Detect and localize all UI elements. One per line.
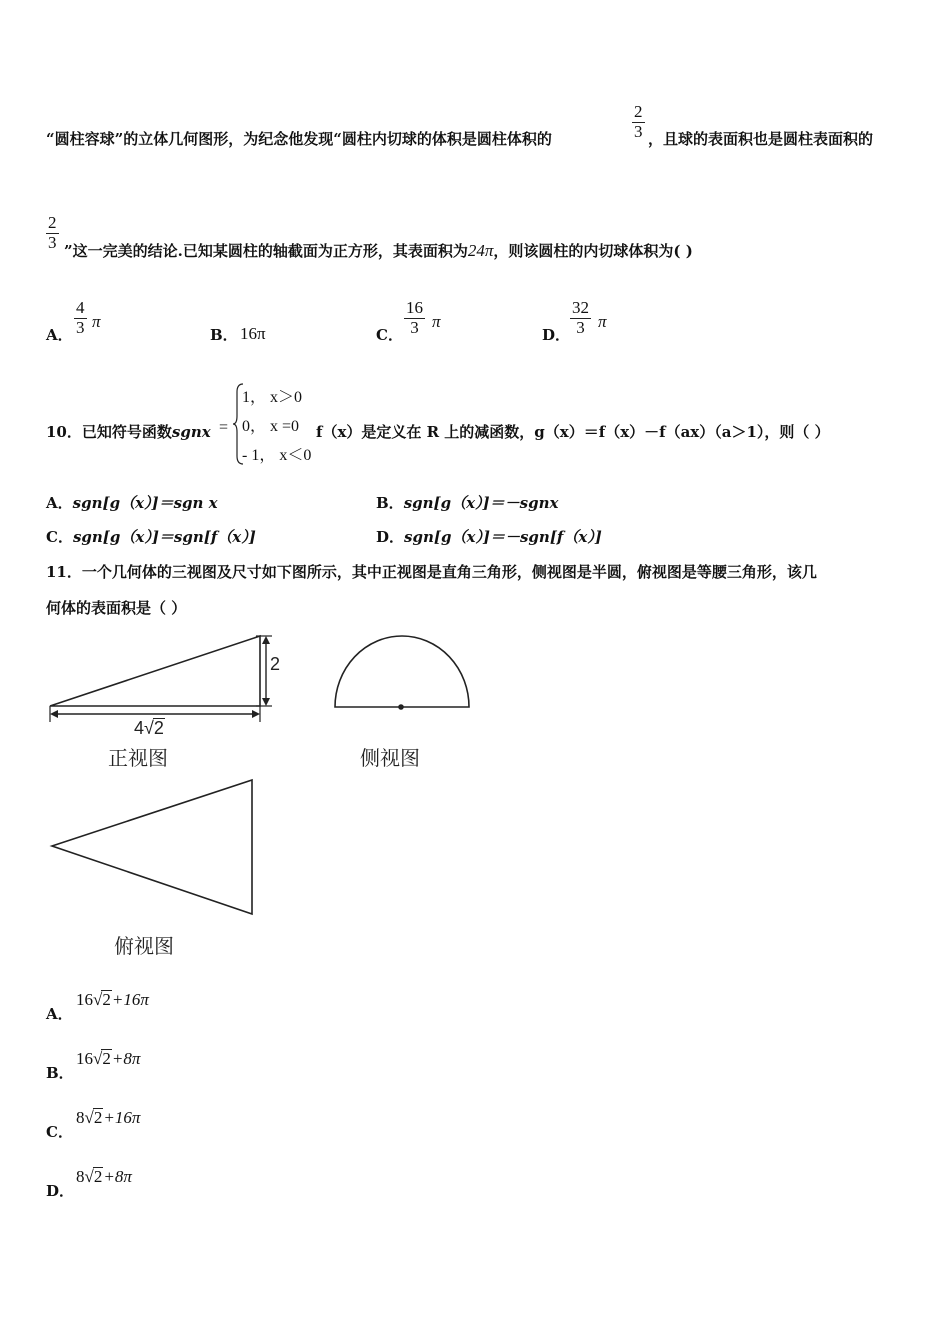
q9-option-c-pi: π (432, 312, 441, 331)
q9-line1-text: “圆柱容球”的立体几何图形，为纪念他发现“圆柱内切球的体积是圆柱体积的 (46, 130, 552, 148)
q9-area-value: 24π (467, 241, 494, 260)
side-view-figure (330, 630, 475, 714)
q10-option-c-text: sgn[g（x）]＝sgn[f（x）] (72, 528, 256, 546)
q10-option-a-text: sgn[g（x）]＝sgn x (72, 494, 218, 512)
side-view-semicircle (335, 636, 469, 707)
q10-text-after: f（x）是定义在 R 上的减函数，g（x）＝f（x）－f（ax）（a＞1），则（ ） (316, 423, 830, 441)
q10-option-d-text: sgn[g（x）]＝－sgn[f（x）] (404, 528, 602, 546)
q10-piece-2: 0， x =0 (242, 418, 300, 435)
q10-option-c (46, 526, 256, 547)
q11-b-rad: 2 (102, 1049, 111, 1068)
q10-function-name: sgnx (171, 423, 211, 441)
q9-frac1-num: 2 (634, 102, 643, 121)
q10-intro (46, 421, 211, 442)
q10-option-a-label: A． (46, 494, 73, 512)
q11-d-rest: +8π (103, 1167, 132, 1186)
top-view-triangle (52, 780, 252, 914)
q11-option-d-label: D． (46, 1182, 75, 1200)
front-view-width-label (134, 718, 165, 739)
q11-option-d-value: 8√2+8π (76, 1167, 132, 1186)
front-view-figure (46, 630, 286, 730)
q9-option-d-num: 32 (572, 298, 589, 317)
q9-option-a-den: 3 (76, 317, 85, 337)
q9-option-d-den: 3 (576, 317, 585, 337)
q9-option-a-label: A． (46, 326, 73, 344)
q11-option-a-value: 16√2+16π (76, 990, 149, 1009)
q10-option-a (46, 492, 218, 513)
side-view-center-dot (398, 704, 404, 710)
q9-option-c-num: 16 (406, 298, 423, 317)
q11-line1: 11．一个几何体的三视图及尺寸如下图所示，其中正视图是直角三角形，侧视图是半圆，俯视图是等腰三角形，该几 (46, 563, 817, 581)
q10-option-c-label: C． (46, 528, 73, 546)
q9-frac1-den: 3 (634, 121, 643, 141)
q9-frac2-num: 2 (48, 213, 57, 232)
q9-option-c-den: 3 (410, 317, 419, 337)
q10-equals: = (219, 419, 229, 436)
q11-b-coef: 16 (76, 1049, 93, 1068)
q9-option-b-value: 16π (240, 324, 266, 343)
q11-c-coef: 8 (76, 1108, 85, 1127)
q9-fraction-1 (632, 103, 645, 141)
front-view-caption: 正视图 (108, 746, 168, 770)
q9-line2-tail: ，则该圆柱的内切球体积为( ) (493, 242, 693, 260)
q11-c-rest: +16π (103, 1108, 141, 1127)
q9-option-d-label: D． (542, 326, 571, 344)
width-radicand: 2 (153, 718, 164, 738)
q9-option-a-num: 4 (76, 298, 85, 317)
q11-a-coef: 16 (76, 990, 93, 1009)
q9-frac2-den: 3 (48, 232, 57, 252)
q9-option-c-frac (404, 299, 425, 337)
q11-d-coef: 8 (76, 1167, 85, 1186)
q11-a-rad: 2 (102, 990, 111, 1009)
front-view-triangle (50, 636, 260, 706)
q9-line1-tail-text: ，且球的表面积也是圆柱表面积的 (648, 130, 874, 148)
q10-option-b (376, 492, 558, 513)
q9-line1 (46, 128, 552, 149)
q11-d-rad: 2 (93, 1167, 103, 1186)
q9-option-a-pi: π (92, 312, 101, 331)
q11-c-rad: 2 (93, 1108, 103, 1127)
q9-option-c-label: C． (376, 326, 403, 344)
side-view-caption: 侧视图 (360, 746, 420, 770)
front-view-height-label: 2 (270, 654, 281, 674)
q10-option-d (376, 526, 602, 547)
q10-option-b-label: B． (376, 494, 404, 512)
q9-line2-text: ”这一完美的结论.已知某圆柱的轴截面为正方形，其表面积为 (64, 242, 468, 260)
q11-option-b-value: 16√2+8π (76, 1049, 141, 1068)
q10-option-b-text: sgn[g（x）]＝－sgnx (403, 494, 559, 512)
q10-piece-3: - 1， x＜0 (242, 447, 312, 464)
q11-option-b-label: B． (46, 1064, 74, 1082)
q9-option-d-pi: π (598, 312, 607, 331)
q9-fraction-2 (46, 214, 59, 252)
q9-option-d-frac (570, 299, 591, 337)
q9-option-a-frac (74, 299, 87, 337)
q9-line2 (64, 240, 693, 261)
q10-number: 10． (46, 423, 82, 441)
q9-option-b-label: B． (210, 326, 238, 344)
q11-line2: 何体的表面积是（ ） (46, 599, 187, 617)
sqrt-sign-icon: √ (144, 718, 154, 738)
q10-intro-text: 已知符号函数 (81, 423, 172, 441)
q11-option-c-label: C． (46, 1123, 73, 1141)
q11-option-c-value: 8√2+16π (76, 1108, 141, 1127)
q9-line1-tail (648, 128, 873, 149)
q10-option-d-label: D． (376, 528, 405, 546)
top-view-figure (46, 774, 260, 920)
width-coef: 4 (134, 718, 145, 738)
q11-option-a-label: A． (46, 1005, 73, 1023)
q11-b-rest: +8π (111, 1049, 141, 1068)
top-view-caption: 俯视图 (114, 934, 174, 958)
q11-a-rest: +16π (111, 990, 149, 1009)
q10-piece-1: 1， x＞0 (242, 389, 303, 406)
